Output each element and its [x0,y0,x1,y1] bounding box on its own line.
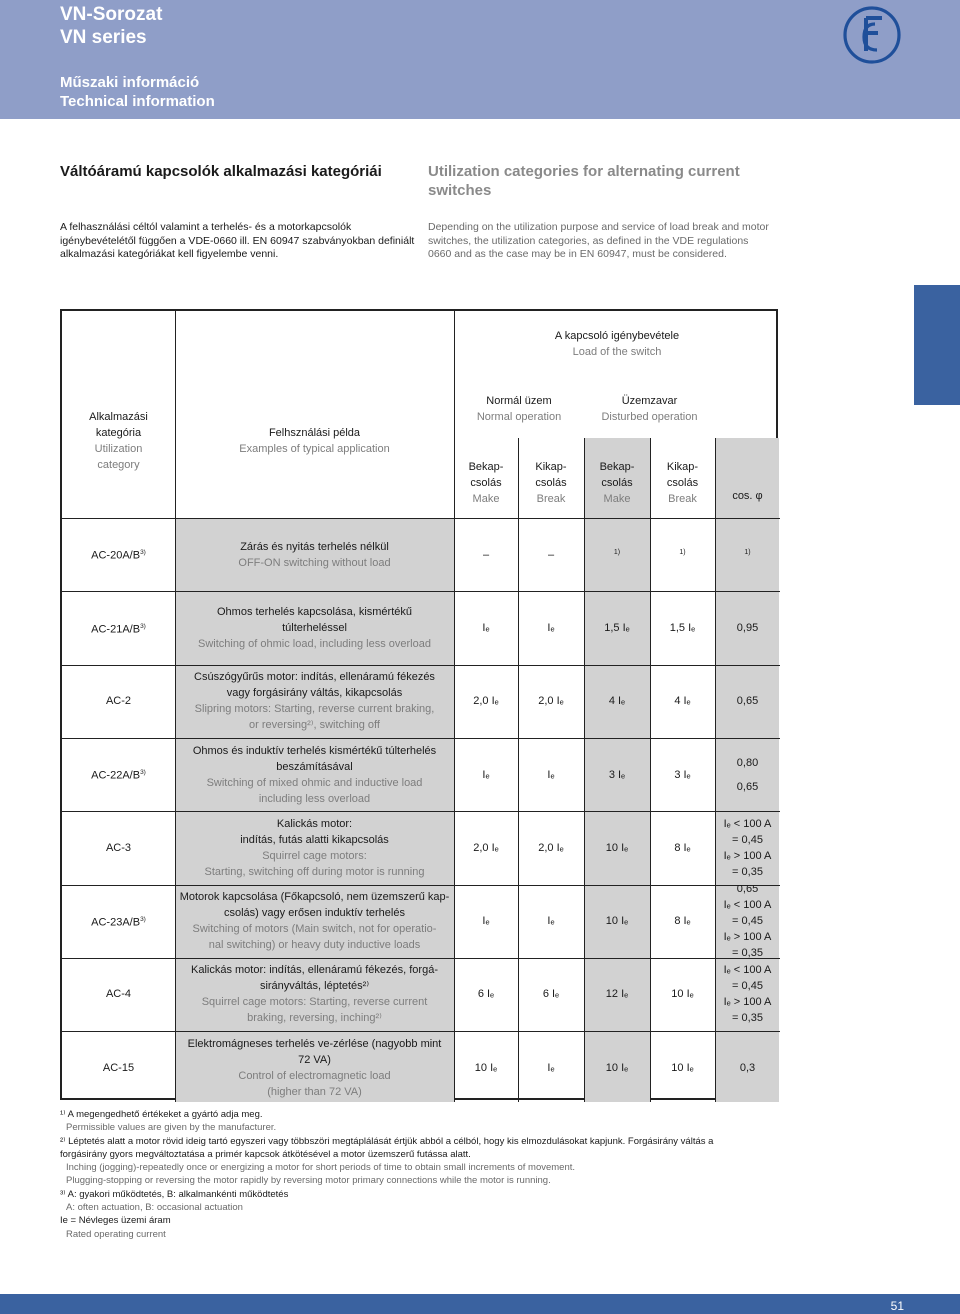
row-category [62,591,175,664]
row-category [62,518,175,591]
description-line: Slipring motors: Starting, reverse current braking, [194,703,435,716]
row-description [175,1031,454,1104]
category-code [106,986,131,1002]
category-label: AC-15 [102,1061,135,1074]
category-code [91,765,146,784]
cos-value: 0,65 [736,884,759,896]
cos-value: Iₑ > 100 A [723,849,772,862]
category-label: AC-23A/B [91,916,141,929]
description-line: vagy forgásirány váltás, kikapcsolás [226,687,403,700]
row-n-make [454,958,518,1031]
page-footer [0,1294,960,1314]
description-line: beszámításával [276,760,353,773]
value: 8 Iₑ [674,841,691,854]
row-n-break [518,518,584,591]
row-n-break [518,591,584,664]
cos-value: Iₑ > 100 A [723,996,772,1009]
cell-text: Utilization [94,443,143,455]
cell-text: Bekap- [468,461,504,473]
row-n-break [518,665,584,738]
cos-value: Iₑ > 100 A [723,931,772,944]
row-d-make [584,1031,650,1104]
cell-text: Break [668,493,697,505]
description-line: Ohmos terhelés kapcsolása, kismértékű [216,605,413,618]
row-d-break [650,518,715,591]
row-description [175,958,454,1031]
row-category [62,1031,175,1104]
category-label: AC-20A/B [91,549,141,562]
cell-text: csolás [470,477,502,489]
category-label: AC-22A/B [91,769,141,782]
category-code [91,545,146,564]
description-line: Squirrel cage motors: [262,849,367,862]
category-code [91,619,146,638]
row-d-break [650,885,715,958]
header-load [454,319,780,369]
value: 6 Iₑ [477,988,495,1001]
description-line: Switching of mixed ohmic and inductive load [206,776,423,789]
row-cos-phi [715,738,780,811]
row-category [62,738,175,811]
cell-text: csolás [666,477,699,489]
value: 2,0 Iₑ [473,695,499,708]
footnote-line: Plugging-stopping or reversing the motor rapidly by reversing motor primary connections while the motor is running. [66,1175,551,1187]
intro-en: Depending on the utilization purpose and service of load break and motor switches, the utilization categories, as defined in the VDE regulations 0660 and as the case may be in EN 60947, must be considered. [428,221,769,260]
row-cos-phi [715,811,780,884]
footnote-line: Ie = Névleges üzemi áram [60,1215,171,1227]
category-code [106,840,131,856]
value: 10 Iₑ [671,1061,694,1074]
category-label: AC-2 [105,695,132,708]
row-description [175,518,454,591]
category-code [91,912,146,931]
cos-value: 0,3 [739,1061,756,1074]
cell-text: Normal operation [476,411,562,423]
cell-text: Make [472,493,500,505]
value: Iₑ [482,915,490,928]
footnote-line: Rated operating current [66,1228,166,1240]
cell-text: Kikap- [535,461,567,473]
row-n-make [454,738,518,811]
description-line: Ohmos és induktív terhelés kismértékű túlterhelés [192,744,437,757]
page-header [0,0,960,119]
category-label: AC-3 [105,841,132,854]
row-n-break [518,958,584,1031]
description-line: 72 VA) [298,1053,331,1066]
cos-value: Iₑ < 100 A [723,899,772,912]
row-cos-phi [715,958,780,1031]
cell-text: Alkalmazási [89,411,148,423]
description-line: including less overload [258,792,371,805]
value: Iₑ [482,768,490,781]
description-line: Zárás és nyitás terhelés nélkül [240,540,389,553]
description-line: OFF-ON switching without load [238,556,391,569]
company-logo-icon [842,5,902,65]
row-n-break [518,738,584,811]
cell-text: Load of the switch [572,346,662,358]
footnote-line: Permissible values are given by the manufacturer. [66,1122,277,1134]
row-description [175,591,454,664]
cell-text: Üzemzavar [621,395,678,407]
value: 2,0 Iₑ [538,695,564,708]
category-footnote: 3) [140,915,146,923]
value: 2,0 Iₑ [473,841,499,854]
row-n-break [518,1031,584,1104]
value: 2,0 Iₑ [538,841,564,854]
description-line: Kalickás motor: [276,817,353,830]
value: 4 Iₑ [674,695,691,708]
row-cos-phi [715,518,780,591]
section-title [60,73,215,111]
cell-text: Break [536,493,566,505]
row-cos-phi [715,885,780,958]
row-n-make [454,591,518,664]
value: 6 Iₑ [542,988,560,1001]
series-title-hu: VN-Sorozat [60,4,163,25]
description-line: (higher than 72 VA) [267,1085,362,1098]
value: Iₑ [547,621,555,634]
cell-text: Disturbed operation [601,411,698,423]
value: 1,5 Iₑ [669,621,696,634]
value: 8 Iₑ [674,915,691,928]
description-line: sirányváltás, léptetés²⁾ [259,980,370,993]
footnote-line: Inching (jogging)-repeatedly once or energizing a motor for short periods of time to obtain small increments of movement. [66,1162,576,1174]
description-line: Csúszógyűrűs motor: indítás, ellenáramú fékezés [194,671,435,684]
header-disturbed [584,387,715,431]
utilization-table [60,309,778,1100]
series-title [60,3,162,49]
value: 10 Iₑ [605,915,629,928]
row-d-break [650,958,715,1031]
cos-value: Iₑ < 100 A [723,817,772,830]
row-d-make [584,738,650,811]
cos-value: = 0,45 [732,980,763,993]
description-line: Elektromágneses terhelés ve-zérlése (nagyobb mint [187,1037,442,1050]
cos-value: 0,95 [736,621,759,634]
cell-text: Make [603,493,631,505]
footnote-line: A: often actuation, B: occasional actuation [66,1202,243,1214]
category-label: AC-4 [105,988,132,1001]
category-code [103,1060,134,1076]
row-description [175,811,454,884]
description-line: indítás, futás alatti kikapcsolás [240,833,389,846]
value: 10 Iₑ [605,841,629,854]
value: 3 Iₑ [608,768,626,781]
value: 10 Iₑ [474,1061,498,1074]
cell-text: Examples of typical application [239,443,390,455]
value: 1,5 Iₑ [604,621,630,634]
intro-hu: A felhasználási céltól valamint a terhelés- és a motorkapcsolók igénybevételétől függően a VDE-0660 ill. EN 60947 szabványokban definiált alkalmazási kategóriákat kell figyelembe venni. [60,221,415,260]
section-title-en: Technical information [60,93,215,110]
value: Iₑ [547,768,555,781]
description-line: Starting, switching off during motor is running [204,865,425,878]
row-d-make [584,591,650,664]
cell-text: category [97,459,140,471]
footnote-line: forgásirány gyors megváltoztatása a primér kapcsok átkötésével a motor üzemszerű futássa alatt. [60,1148,471,1160]
row-d-make [584,518,650,591]
header-example [175,371,454,511]
header-break [518,451,584,515]
value: – [482,548,490,561]
footnote-line: ¹⁾ A megengedhető értékeket a gyártó adja meg. [60,1109,263,1120]
cell-text: csolás [535,477,567,489]
row-category [62,665,175,738]
cell-text: A kapcsoló igénybevétele [554,330,680,342]
value: 10 Iₑ [605,1061,629,1074]
category-footnote: 3) [140,622,146,630]
description-line: nal switching) or heavy duty inductive loads [208,939,421,952]
description-line: Switching of ohmic load, including less overload [198,637,431,650]
category-code [106,693,131,709]
row-d-make [584,885,650,958]
description-line: Control of electromagnetic load [238,1069,391,1082]
footnotes [60,1108,780,1241]
header-cos-phi [715,451,780,515]
value: 3 Iₑ [674,768,691,781]
row-n-break [518,885,584,958]
category-footnote: 3) [140,769,146,777]
cos-value: = 0,45 [732,833,763,846]
description-line: braking, reversing, inching²⁾ [247,1012,382,1025]
header-normal [454,387,584,431]
row-n-make [454,665,518,738]
description-line: or reversing²⁾, switching off [249,719,380,732]
description-line: Kalickás motor: indítás, ellenáramú fékezés, forgá- [190,964,438,977]
cell-text: Kikap- [666,461,699,473]
heading-en: Utilization categories for alternating current switches [428,163,740,199]
footnote-line: ²⁾ Léptetés alatt a motor rövid ideig tartó egyszeri vagy többszöri megtáplálását értjük abból a célból, hogy kis elmozdulásokat kapjunk. Forgásirány váltás a [60,1135,714,1147]
row-d-break [650,665,715,738]
cos-value: = 0,35 [732,865,763,878]
cell-text: csolás [601,477,633,489]
row-d-break [650,738,715,811]
row-description [175,738,454,811]
value: 4 Iₑ [608,695,626,708]
value: 10 Iₑ [671,988,694,1001]
cos-value: = 0,35 [732,947,763,958]
section-title-hu: Műszaki információ [60,74,200,91]
row-d-break [650,591,715,664]
description-line: Squirrel cage motors: Starting, reverse current [201,996,428,1009]
side-tab-marker [914,285,960,405]
row-d-make [584,811,650,884]
row-cos-phi [715,591,780,664]
value: 12 Iₑ [605,988,629,1001]
category-footnote: 3) [140,549,146,557]
value: Iₑ [482,621,490,634]
series-title-en: VN series [60,27,147,48]
cell-text: Normál üzem [486,395,552,407]
footnote-line: ³⁾ A: gyakori működtetés, B: alkalmankénti működtetés [60,1188,289,1200]
row-cos-phi [715,665,780,738]
row-n-make [454,885,518,958]
cos-value: 0,80 [736,756,759,769]
row-n-make [454,1031,518,1104]
header-make [584,451,650,515]
category-label: AC-21A/B [91,623,141,636]
row-d-break [650,811,715,884]
row-category [62,958,175,1031]
row-category [62,885,175,958]
page-number: 51 [890,1299,904,1313]
row-n-make [454,518,518,591]
row-description [175,885,454,958]
value: – [547,548,555,561]
cos-value: 0,65 [736,695,759,708]
description-line: túlterheléssel [282,621,347,634]
cos-value: = 0,45 [732,915,763,928]
header-break [650,451,715,515]
value: Iₑ [547,1061,555,1074]
cos-phi-label: cos. φ [732,490,763,502]
cell-text: Bekap- [599,461,635,473]
header-make [454,451,518,515]
heading-hu: Váltóáramú kapcsolók alkalmazási kategóriái [60,163,382,180]
row-d-make [584,665,650,738]
cos-value: Iₑ < 100 A [723,964,772,977]
description-line: csolás) vagy erősen induktív terhelés [224,907,405,920]
cell-text: kategória [95,427,142,439]
row-n-make [454,811,518,884]
row-cos-phi [715,1031,780,1104]
description-line: Motorok kapcsolása (Főkapcsoló, nem üzemszerű kap- [179,891,450,904]
value: Iₑ [547,915,555,928]
row-d-make [584,958,650,1031]
cos-value: 1) [744,549,751,557]
cell-text: Felhsználási példa [268,427,361,439]
description-line: Switching of motors (Main switch, not for operatio- [192,923,437,936]
row-d-break [650,1031,715,1104]
header-category [62,371,175,511]
row-n-break [518,811,584,884]
value: 1) [613,549,621,557]
row-category [62,811,175,884]
value: 1) [679,549,686,557]
cos-value: 0,65 [736,780,759,793]
cos-value: = 0,35 [732,1012,763,1025]
row-description [175,665,454,738]
